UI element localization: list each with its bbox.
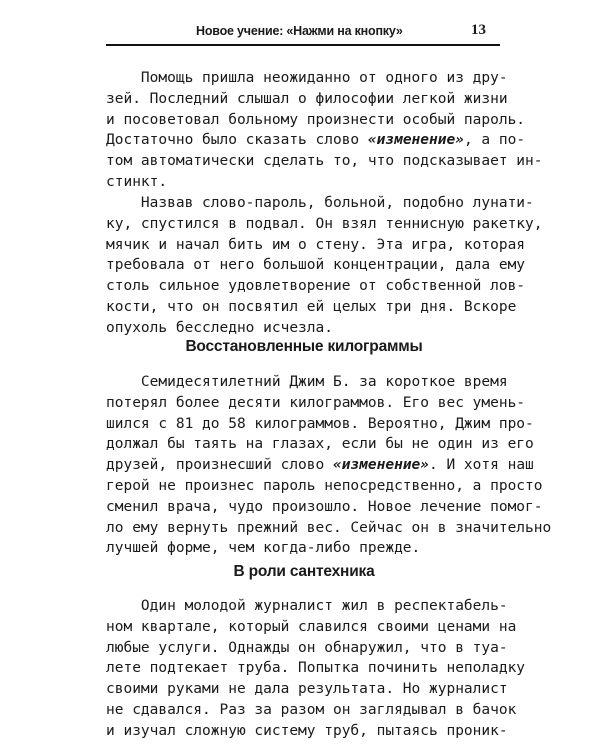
text-line: столь сильное удовлетворение от собственной лов- xyxy=(106,278,526,295)
text-line: герой не произнес пароль непосредственно, а просто xyxy=(106,477,543,494)
text-line: Помощь пришла неожиданно от одного из дру- xyxy=(106,70,508,86)
text-line: лучшей форме, чем когда-либо прежде. xyxy=(106,540,421,557)
text-line: стинкт. xyxy=(106,173,168,190)
text-line: потерял более десяти килограммов. Его вес умень- xyxy=(106,394,526,411)
text-line: мячик и начал бить им о стену. Эта игра, которая xyxy=(106,236,526,253)
running-header xyxy=(106,22,500,46)
text-line: Один молодой журналист жил в респектабель- xyxy=(106,598,508,614)
text-line: зей. Последний слышал о философии легкой жизни xyxy=(106,90,508,107)
text-line: своими руками не дала результата. Но журналист xyxy=(106,681,508,698)
text-line: должал бы таять на глазах, если бы не один из его xyxy=(106,436,534,453)
text-line: Семидесятилетний Джим Б. за короткое время xyxy=(106,374,508,390)
text-line: и посоветовал больному произнести особый пароль. xyxy=(106,111,526,128)
text-line: Достаточно было сказать слово «изменение», а по- xyxy=(106,132,526,149)
section1-paragraph2 xyxy=(106,193,543,339)
section2-paragraph xyxy=(106,372,552,559)
text-line: ло ему вернуть прежний вес. Сейчас он в значительно xyxy=(106,519,552,536)
section-heading: Восстановленные килограммы xyxy=(185,338,423,355)
text-line: том автоматически сделать то, что подсказывает ин- xyxy=(106,153,543,170)
section3-paragraph xyxy=(106,596,526,742)
text-line: друзей, произнесший слово «изменение». И хотя наш xyxy=(106,457,534,474)
text-line: ном квартале, который славился своими ценами на xyxy=(106,618,517,635)
text-line: кости, что он посвятил ей целых три дня. Вскоре xyxy=(106,298,517,315)
text-line: опухоль бесследно исчезла. xyxy=(106,319,333,336)
text-line: сменил врача, чудо произошло. Новое лечение помог- xyxy=(106,498,543,515)
text-line: и изучал сложную систему труб, пытаясь проник- xyxy=(106,722,508,739)
section-heading: В роли сантехника xyxy=(233,563,375,580)
text-line: шился с 81 до 58 килограммов. Вероятно, Джим про- xyxy=(106,415,534,432)
text-line: требовала от него большой концентрации, дала ему xyxy=(106,257,526,274)
text-line: любые услуги. Однажды он обнаружил, что в туа- xyxy=(106,639,508,656)
section1-paragraph1 xyxy=(106,68,543,193)
header-title: Новое учение: «Нажми на кнопку» xyxy=(196,24,403,38)
page-number: 13 xyxy=(471,22,486,38)
text-line: ку, спустился в подвал. Он взял теннисную ракетку, xyxy=(106,215,543,232)
text-line: лете подтекает труба. Попытка починить неполадку xyxy=(106,660,526,677)
text-line: Назвав слово-пароль, больной, подобно лунати- xyxy=(106,195,534,211)
text-line: не сдавался. Раз за разом он заглядывал в бачок xyxy=(106,701,517,718)
